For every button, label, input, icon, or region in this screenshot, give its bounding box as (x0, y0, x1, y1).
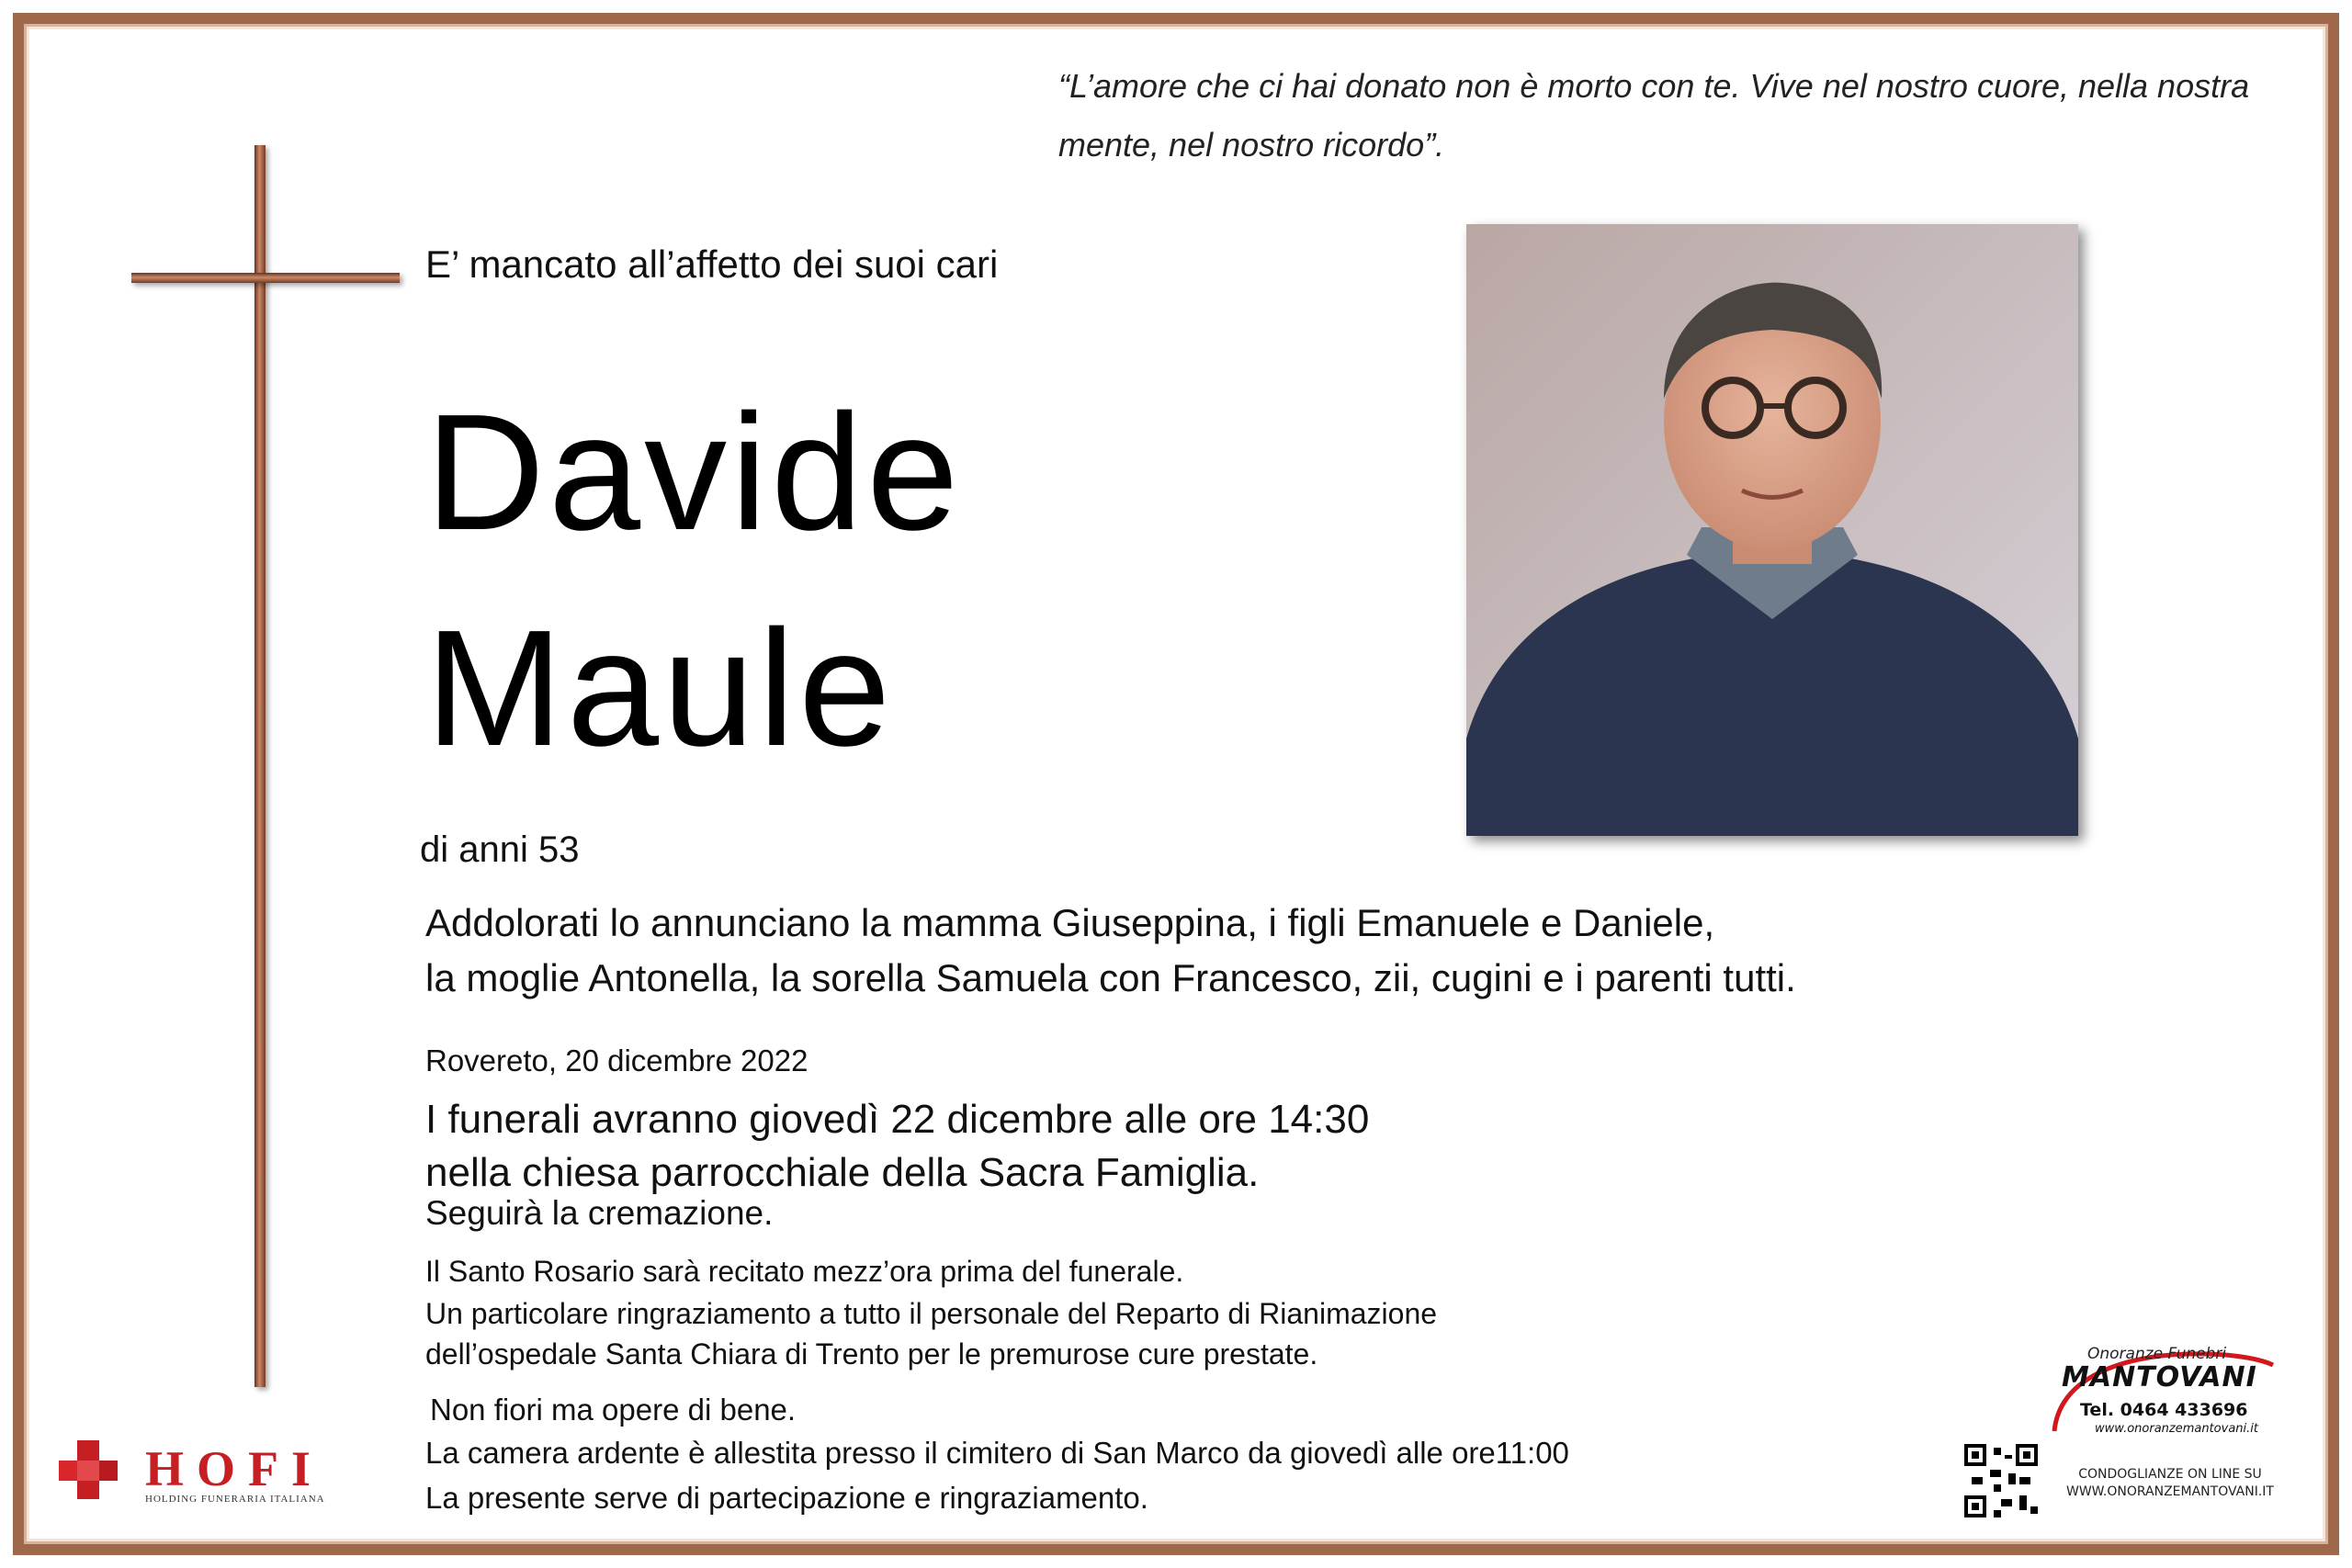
thanks-line: Un particolare ringraziamento a tutto il personale del Reparto di Rianimazione (425, 1297, 1438, 1330)
announcement (425, 896, 1796, 1006)
cross-arm (131, 273, 400, 283)
quote: “L’amore che ci hai donato non è morto con te. Vive nel nostro cuore, nella nostra mente, nel nostro ricordo”. (1058, 67, 2250, 164)
condolences-label: CONDOGLIANZE ON LINE SU (2078, 1467, 2262, 1482)
funeral-line: I funerali avranno giovedì 22 dicembre alle ore 14:30 (425, 1097, 1370, 1142)
announcement-line: la moglie Antonella, la sorella Samuela con Francesco, zii, cugini e i parenti tutti. (425, 956, 1796, 999)
place-date: Rovereto, 20 dicembre 2022 (425, 1043, 808, 1077)
thanks-text (425, 1293, 1437, 1374)
hofi-wordmark: HOFI (145, 1441, 324, 1496)
funeral-info (425, 1093, 1369, 1200)
condolences-url[interactable]: WWW.ONORANZEMANTOVANI.IT (2066, 1484, 2274, 1499)
hofi-subtitle: HOLDING FUNERARIA ITALIANA (145, 1494, 325, 1505)
qr-code-icon[interactable] (1964, 1444, 2038, 1517)
participation-text: La presente serve di partecipazione e ringraziamento. (425, 1481, 1148, 1515)
thanks-line: dell’ospedale Santa Chiara di Trento per le premurose cure prestate. (425, 1337, 1318, 1371)
age-text: di anni 53 (420, 829, 580, 870)
cross-icon (254, 145, 266, 1387)
portrait-image (1466, 224, 2078, 836)
flowers-text: Non fiori ma opere di bene. (430, 1393, 797, 1427)
cremation-text: Seguirà la cremazione. (425, 1194, 774, 1232)
hofi-logo (57, 1438, 342, 1508)
mantovani-logo (2051, 1339, 2277, 1440)
hofi-cubes-icon (57, 1438, 121, 1503)
first-name: Davide (425, 380, 963, 565)
mantovani-name: MANTOVANI (2062, 1361, 2257, 1393)
mantovani-tel: Tel. 0464 433696 (2080, 1400, 2248, 1420)
mantovani-web: www.onoranzemantovani.it (2095, 1422, 2258, 1436)
last-name: Maule (425, 596, 895, 781)
funeral-line: nella chiesa parrocchiale della Sacra Famiglia. (425, 1150, 1260, 1195)
mantovani-line1: Onoranze Funebri (2087, 1345, 2227, 1363)
condolences-text (2051, 1466, 2290, 1501)
announcement-line: Addolorati lo annunciano la mamma Giuseppina, i figli Emanuele e Daniele, (425, 901, 1715, 944)
rosary-text: Il Santo Rosario sarà recitato mezz’ora prima del funerale. (425, 1255, 1184, 1288)
chapel-text: La camera ardente è allestita presso il cimitero di San Marco da giovedì alle ore11:00 (425, 1436, 1569, 1470)
intro-text: E’ mancato all’affetto dei suoi cari (425, 243, 999, 286)
portrait-photo (1466, 224, 2078, 836)
